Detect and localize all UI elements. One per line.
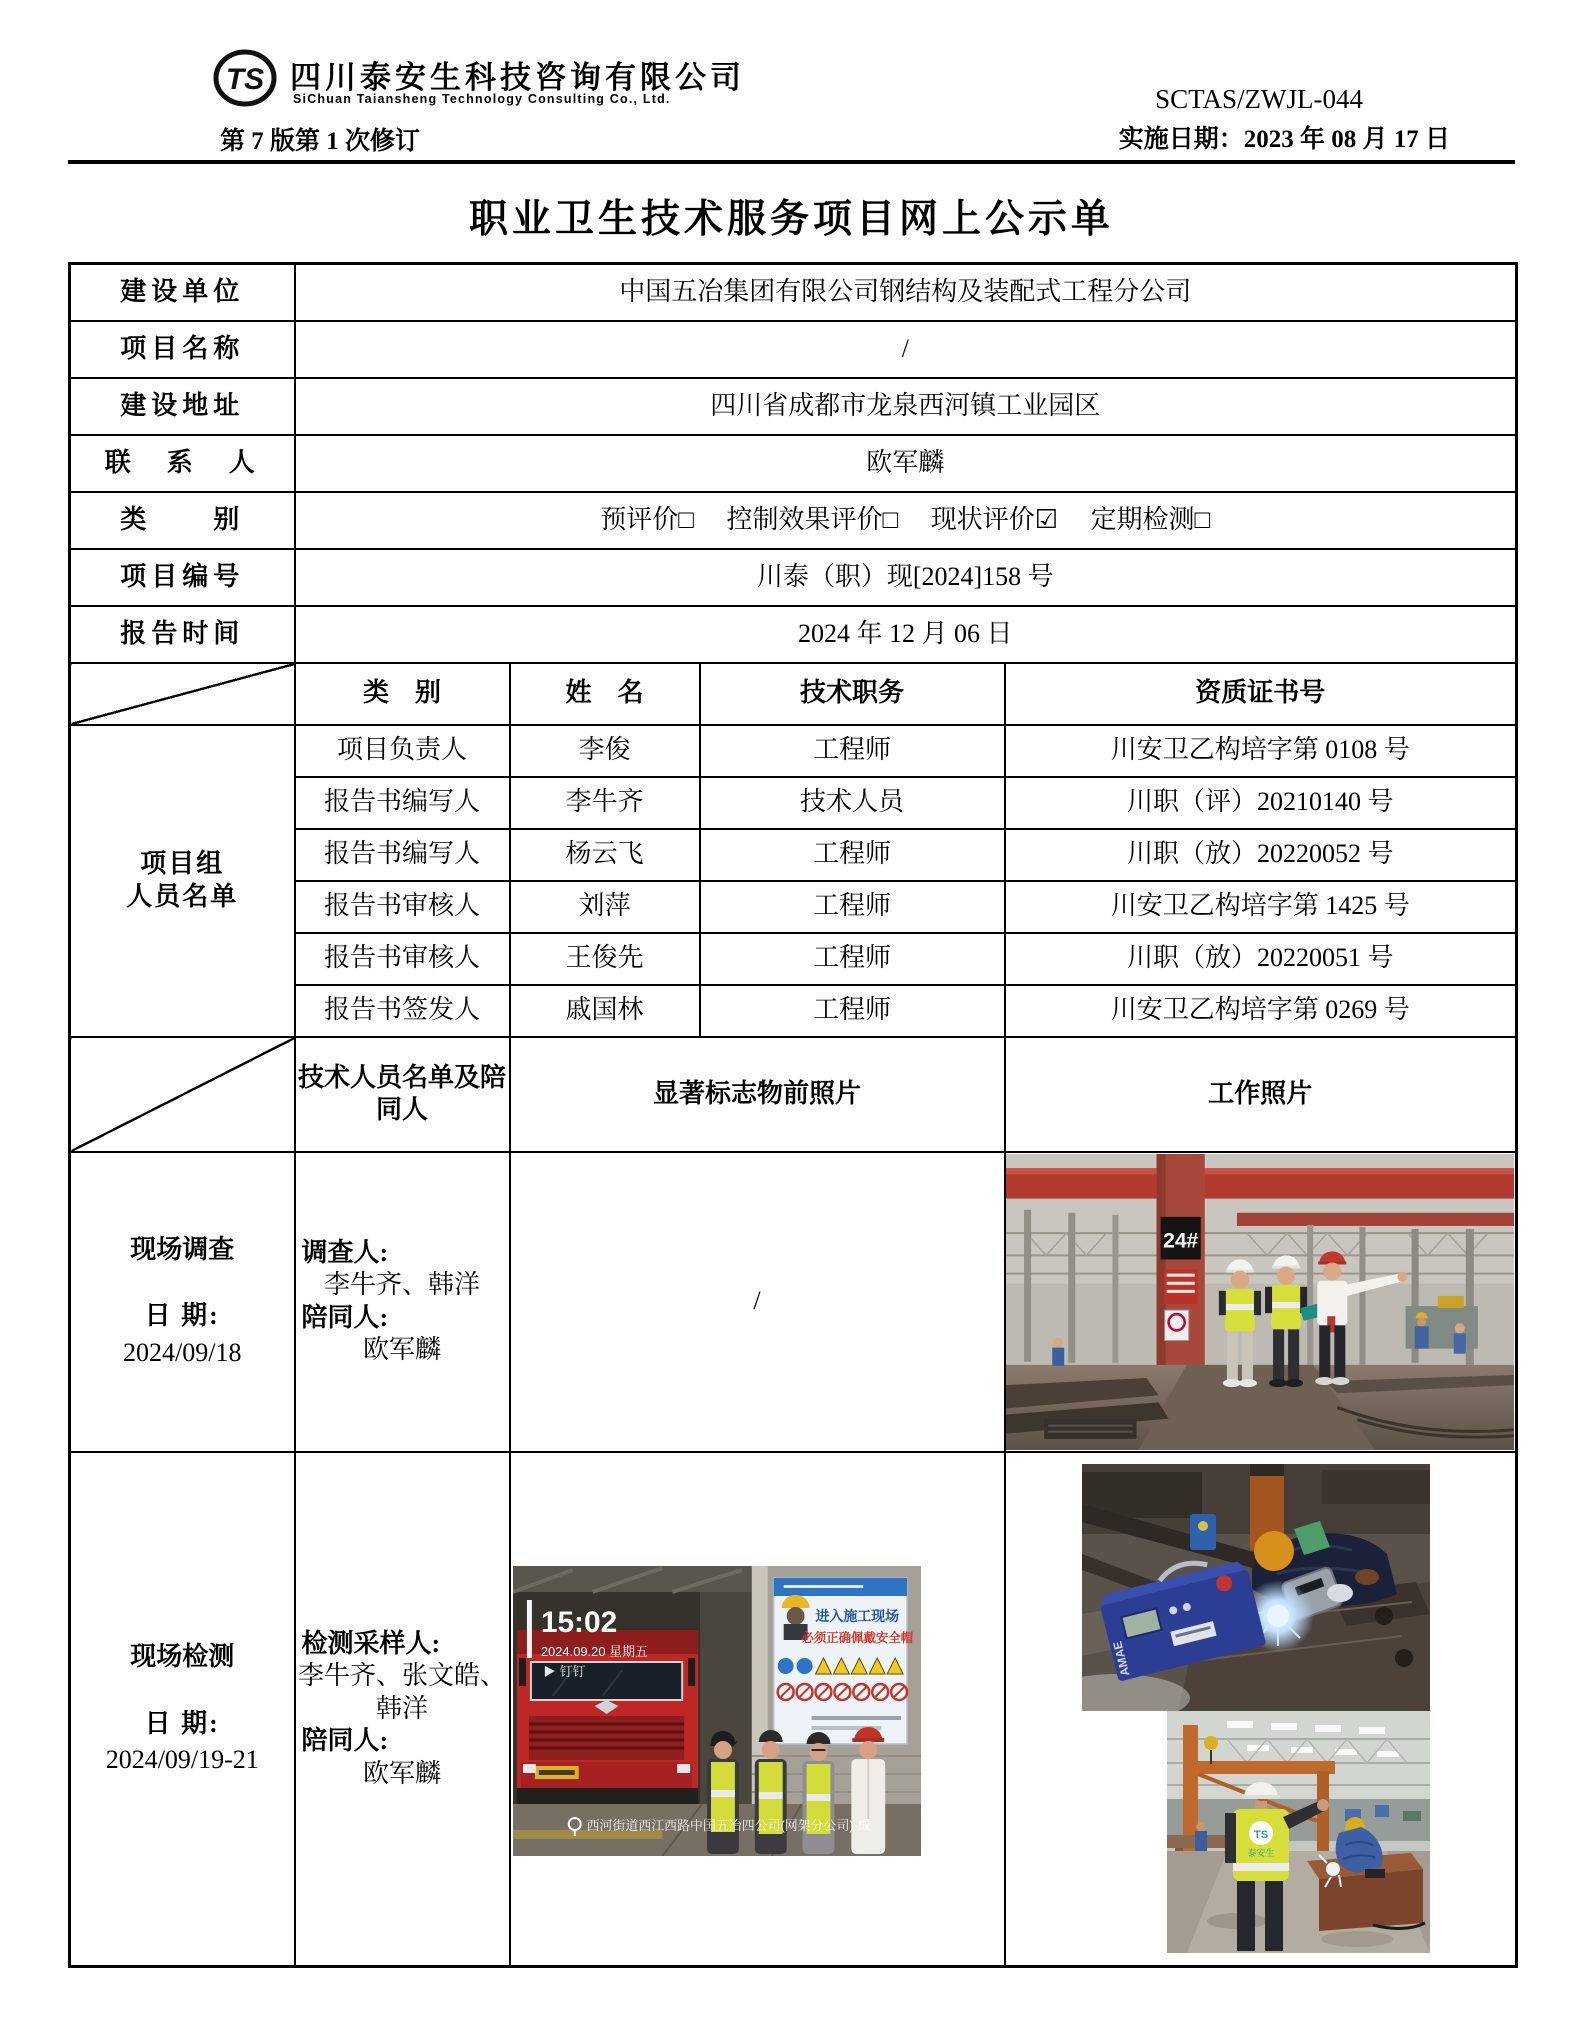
team-role: 报告书编写人 bbox=[295, 777, 510, 829]
survey-stage-cell bbox=[70, 1152, 295, 1452]
team-cert: 川安卫乙构培字第 1425 号 bbox=[1005, 881, 1517, 933]
col-header-title: 技术职务 bbox=[700, 663, 1005, 725]
background-worker bbox=[1052, 1337, 1064, 1365]
detection-date-value: 2024/09/19-21 bbox=[105, 1745, 259, 1774]
survey-people-names1: 李牛齐、韩洋 bbox=[323, 1270, 480, 1299]
team-title: 工程师 bbox=[700, 829, 1005, 881]
publicity-form-table bbox=[68, 262, 1518, 1968]
col-header-landmark-photo: 显著标志物前照片 bbox=[510, 1037, 1005, 1152]
col-header-role: 类 别 bbox=[295, 663, 510, 725]
row-construction-unit bbox=[70, 264, 1517, 321]
row-category bbox=[70, 492, 1517, 549]
team-side-line1: 项目组 bbox=[140, 849, 225, 878]
value-construction-unit: 中国五冶集团有限公司钢结构及装配式工程分公司 bbox=[295, 264, 1517, 321]
background-worker bbox=[1453, 1323, 1465, 1353]
detection-people-cell bbox=[295, 1452, 510, 1967]
dingtalk-label: 钉钉 bbox=[559, 1663, 586, 1679]
team-cert: 川职（评）20210140 号 bbox=[1005, 777, 1517, 829]
detection-stage-cell bbox=[70, 1452, 295, 1967]
team-header-row bbox=[70, 663, 1517, 725]
survey-date-label: 日 期: bbox=[144, 1301, 220, 1331]
location-text: 西河街道西江西路中国五冶四公司(网架分公司)·成 bbox=[586, 1817, 871, 1833]
crane-column bbox=[1156, 1154, 1204, 1395]
team-cert: 川职（放）20220052 号 bbox=[1005, 829, 1517, 881]
diagonal-blank-cell bbox=[70, 663, 295, 725]
team-name: 杨云飞 bbox=[510, 829, 700, 881]
survey-people-cell bbox=[295, 1152, 510, 1452]
team-cert: 川安卫乙构培字第 0108 号 bbox=[1005, 725, 1517, 777]
safety-sign-board bbox=[773, 1578, 913, 1744]
detection-people-names1: 李牛齐、张文皓、韩洋 bbox=[297, 1661, 506, 1723]
landmark-photo bbox=[513, 1566, 921, 1856]
team-cert: 川职（放）20220051 号 bbox=[1005, 933, 1517, 985]
col-header-accompany: 技术人员名单及陪同人 bbox=[295, 1037, 510, 1152]
value-address: 四川省成都市龙泉西河镇工业园区 bbox=[295, 378, 1517, 435]
team-name: 刘萍 bbox=[510, 881, 700, 933]
team-title: 工程师 bbox=[700, 933, 1005, 985]
label-category: 类 别 bbox=[70, 492, 295, 549]
document-code: SCTAS/ZWJL-044 bbox=[1155, 84, 1363, 114]
label-report-date: 报告时间 bbox=[70, 606, 295, 663]
logo-monogram: TS bbox=[225, 63, 265, 96]
col-header-work-photo: 工作照片 bbox=[1005, 1037, 1517, 1152]
team-title: 工程师 bbox=[700, 725, 1005, 777]
vest-logo: TS bbox=[1253, 1829, 1268, 1842]
row-report-date bbox=[70, 606, 1517, 663]
timestamp-time: 15:02 bbox=[540, 1605, 617, 1639]
distant-worker bbox=[1195, 1823, 1207, 1852]
team-name: 李俊 bbox=[510, 725, 700, 777]
label-project-name: 项目名称 bbox=[70, 321, 295, 378]
team-role: 报告书审核人 bbox=[295, 933, 510, 985]
team-side-line2: 人员名单 bbox=[126, 881, 239, 911]
detection-people-label2: 陪同人: bbox=[301, 1726, 389, 1755]
header-rule bbox=[68, 160, 1515, 164]
survey-people-label1: 调查人: bbox=[301, 1237, 389, 1267]
team-name: 戚国林 bbox=[510, 985, 700, 1037]
sign-text-line1: 进入施工现场 bbox=[815, 1607, 899, 1624]
implementation-date: 实施日期：2023 年 08 月 17 日 bbox=[1118, 126, 1450, 153]
background-worker bbox=[1414, 1312, 1428, 1348]
survey-people-label2: 陪同人: bbox=[301, 1302, 389, 1332]
team-title: 工程师 bbox=[700, 881, 1005, 933]
team-role: 报告书审核人 bbox=[295, 881, 510, 933]
detection-work-photo-cell bbox=[1005, 1452, 1517, 1967]
survey-work-photo-cell bbox=[1005, 1152, 1517, 1452]
survey-landmark-placeholder: / bbox=[510, 1152, 1005, 1452]
column-number-sign: 24# bbox=[1162, 1228, 1198, 1252]
weld-spot-glow bbox=[1326, 1862, 1340, 1876]
detection-stage: 现场检测 bbox=[130, 1642, 235, 1671]
survey-stage: 现场调查 bbox=[130, 1234, 235, 1264]
revision-label: 第 7 版第 1 次修订 bbox=[220, 128, 421, 155]
team-name: 王俊先 bbox=[510, 933, 700, 985]
welder-helmet bbox=[1254, 1531, 1294, 1571]
site-survey-row bbox=[70, 1152, 1517, 1452]
team-row bbox=[70, 725, 1517, 777]
inspection-photo bbox=[1167, 1711, 1430, 1953]
survey-people-names2: 欧军麟 bbox=[362, 1335, 441, 1364]
company-name-zh: 四川泰安生科技咨询有限公司 bbox=[290, 60, 745, 95]
team-role: 报告书编写人 bbox=[295, 829, 510, 881]
team-title: 技术人员 bbox=[700, 777, 1005, 829]
value-category-checkboxes: 预评价□ 控制效果评价□ 现状评价☑ 定期检测□ bbox=[295, 492, 1517, 549]
value-report-date: 2024 年 12 月 06 日 bbox=[295, 606, 1517, 663]
sign-text-line2: 必须正确佩戴安全帽 bbox=[800, 1630, 913, 1645]
detection-landmark-photo-cell bbox=[510, 1452, 1005, 1967]
timestamp-date: 2024.09.20 星期五 bbox=[540, 1643, 648, 1659]
row-contact bbox=[70, 435, 1517, 492]
row-project-name bbox=[70, 321, 1517, 378]
company-logo bbox=[213, 48, 277, 108]
detection-people-names2: 欧军麟 bbox=[362, 1758, 441, 1788]
page-title: 职业卫生技术服务项目网上公示单 bbox=[468, 198, 1114, 241]
label-contact: 联 系 人 bbox=[70, 435, 295, 492]
survey-date-value: 2024/09/18 bbox=[123, 1337, 242, 1367]
row-address bbox=[70, 378, 1517, 435]
vest-text: 泰安生 bbox=[1246, 1848, 1275, 1859]
col-header-cert: 资质证书号 bbox=[1005, 663, 1517, 725]
workshop-photo bbox=[1006, 1154, 1514, 1450]
company-name-en: SiChuan Taiansheng Technology Consulting Co., Ltd. bbox=[293, 92, 671, 106]
row-project-no bbox=[70, 549, 1517, 606]
photo-header-row bbox=[70, 1037, 1517, 1152]
team-cert: 川安卫乙构培字第 0269 号 bbox=[1005, 985, 1517, 1037]
label-project-no: 项目编号 bbox=[70, 549, 295, 606]
team-side-header bbox=[70, 725, 295, 1037]
col-header-name: 姓 名 bbox=[510, 663, 700, 725]
instrument-brand: AMAE bbox=[1109, 1640, 1132, 1678]
detection-people-label1: 检测采样人: bbox=[301, 1628, 441, 1658]
team-role: 报告书签发人 bbox=[295, 985, 510, 1037]
team-name: 李牛齐 bbox=[510, 777, 700, 829]
value-project-name: / bbox=[295, 321, 1517, 378]
value-contact: 欧军麟 bbox=[295, 435, 1517, 492]
team-title: 工程师 bbox=[700, 985, 1005, 1037]
site-detection-row bbox=[70, 1452, 1517, 1967]
team-role: 项目负责人 bbox=[295, 725, 510, 777]
diagonal-blank-cell bbox=[70, 1037, 295, 1152]
label-address: 建设地址 bbox=[70, 378, 295, 435]
detection-date-label: 日 期: bbox=[144, 1708, 220, 1738]
label-construction-unit: 建设单位 bbox=[70, 264, 295, 321]
welding-photo bbox=[1082, 1464, 1430, 1711]
value-project-no: 川泰（职）现[2024]158 号 bbox=[295, 549, 1517, 606]
